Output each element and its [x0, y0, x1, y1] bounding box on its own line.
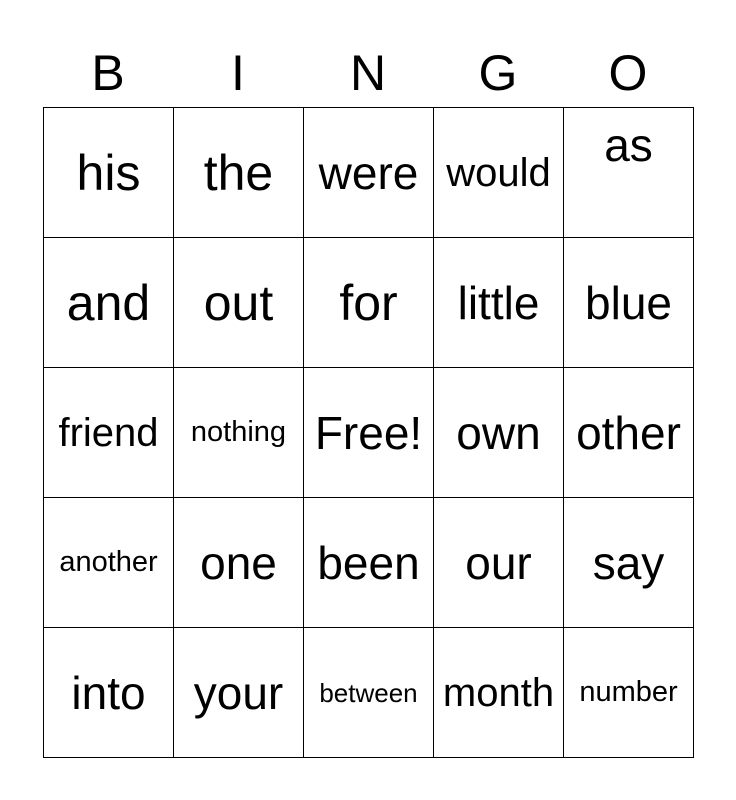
- bingo-cell: [174, 498, 304, 628]
- bingo-cell: [564, 108, 694, 238]
- header-letter-o: O: [608, 45, 648, 101]
- bingo-cell: [304, 628, 434, 758]
- cell-word: month: [442, 670, 555, 715]
- bingo-cell: [434, 108, 564, 238]
- bingo-cell: [434, 238, 564, 368]
- bingo-cell: [434, 498, 564, 628]
- bingo-cell: [434, 368, 564, 498]
- cell-word: and: [66, 274, 151, 331]
- cell-word: your: [193, 666, 284, 719]
- free-space-label: Free!: [314, 406, 423, 459]
- cell-word: as: [604, 119, 653, 171]
- bingo-cell: [564, 368, 694, 498]
- bingo-cell: [304, 238, 434, 368]
- cell-word: our: [465, 536, 532, 589]
- bingo-cell: [44, 108, 174, 238]
- cell-word: between: [319, 677, 418, 708]
- cell-word: another: [59, 546, 158, 578]
- cell-word: number: [579, 676, 678, 708]
- cell-word: say: [592, 536, 665, 589]
- bingo-header: [43, 40, 693, 106]
- bingo-cell: [174, 238, 304, 368]
- cell-word: were: [318, 146, 419, 199]
- cell-word: out: [203, 274, 274, 331]
- bingo-cell: [44, 238, 174, 368]
- cell-word: the: [203, 144, 274, 201]
- cell-word: blue: [585, 276, 672, 329]
- bingo-cell: [564, 498, 694, 628]
- bingo-cell: [304, 108, 434, 238]
- bingo-cell: [434, 628, 564, 758]
- cell-word: little: [457, 276, 540, 329]
- bingo-cell: [564, 628, 694, 758]
- free-space-cell: [304, 368, 434, 498]
- cell-word: been: [317, 536, 420, 589]
- bingo-cell: [304, 498, 434, 628]
- cell-word: own: [456, 406, 541, 459]
- bingo-cell: [174, 628, 304, 758]
- header-letter-n: N: [349, 45, 387, 101]
- bingo-cell: [174, 108, 304, 238]
- cell-word: one: [200, 536, 277, 589]
- header-letter-b: B: [91, 45, 125, 101]
- cell-word: friend: [58, 410, 159, 455]
- bingo-cell: [44, 628, 174, 758]
- cell-word: into: [71, 666, 146, 719]
- cell-word: other: [576, 406, 681, 459]
- cell-word: his: [76, 144, 141, 201]
- bingo-cell: [174, 368, 304, 498]
- header-letter-i: I: [231, 45, 245, 101]
- bingo-board: [43, 107, 694, 758]
- cell-word: for: [339, 274, 398, 331]
- cell-word: nothing: [190, 416, 287, 448]
- cell-word: would: [446, 150, 551, 195]
- bingo-cell: [44, 498, 174, 628]
- bingo-cell: [564, 238, 694, 368]
- header-letter-g: G: [478, 45, 518, 101]
- bingo-cell: [44, 368, 174, 498]
